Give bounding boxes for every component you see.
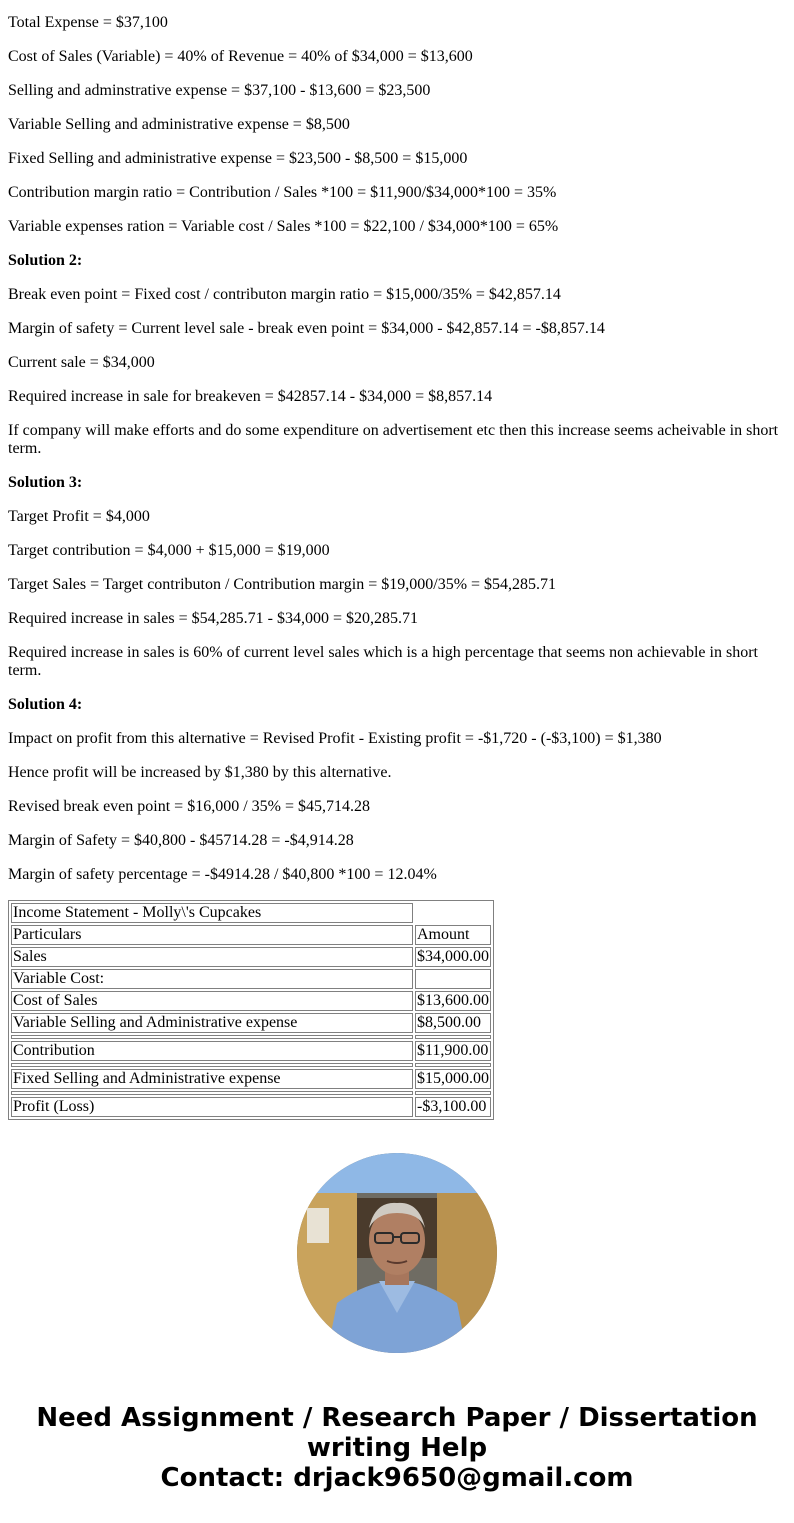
paragraph: Required increase in sales is 60% of current level sales which is a high percentage that seems non achievable in short term. [8,644,758,679]
section-heading: Solution 3: [8,474,83,491]
row-label: Sales [11,947,413,967]
separator-cell [415,1091,491,1095]
separator-cell [11,1035,413,1039]
paragraph: Impact on profit from this alternative = Revised Profit - Existing profit = -$1,720 - (-$3,100) = $1,380 [8,730,662,747]
row-label: Contribution [11,1041,413,1061]
table-title-row [11,903,491,923]
paragraph: Total Expense = $37,100 [8,14,168,31]
row-amount: -$3,100.00 [415,1097,491,1117]
paragraph: Cost of Sales (Variable) = 40% of Revenue = 40% of $34,000 = $13,600 [8,48,473,65]
section-heading: Solution 2: [8,252,83,269]
table-separator-row [11,1063,491,1067]
row-label: Variable Selling and Administrative expense [11,1013,413,1033]
table-title-spacer [415,903,491,923]
table-title: Income Statement - Molly\'s Cupcakes [11,903,413,923]
paragraph: Hence profit will be increased by $1,380 by this alternative. [8,764,392,781]
author-photo [297,1153,497,1353]
row-label: Particulars [11,925,413,945]
footer-line-2: writing Help [306,1433,488,1463]
table-row [11,991,491,1011]
paragraph: Required increase in sales = $54,285.71 - $34,000 = $20,285.71 [8,610,418,627]
footer-line-1: Need Assignment / Research Paper / Dissertation [36,1403,758,1433]
row-label: Profit (Loss) [11,1097,413,1117]
row-amount [415,969,491,989]
separator-cell [11,1091,413,1095]
paragraph: Target contribution = $4,000 + $15,000 = $19,000 [8,542,330,559]
row-label: Cost of Sales [11,991,413,1011]
row-amount: $8,500.00 [415,1013,491,1033]
solution-text [8,14,786,884]
paragraph: Margin of safety = Current level sale - break even point = $34,000 - $42,857.14 = -$8,857.14 [8,320,605,337]
income-statement-table [8,900,494,1120]
separator-cell [415,1063,491,1067]
paragraph: Revised break even point = $16,000 / 35% = $45,714.28 [8,798,370,815]
table-row [11,1097,491,1117]
author-avatar [297,1153,497,1353]
paragraph: Current sale = $34,000 [8,354,155,371]
paragraph: Break even point = Fixed cost / contributon margin ratio = $15,000/35% = $42,857.14 [8,286,561,303]
table-row [11,969,491,989]
table-row [11,1041,491,1061]
paragraph: If company will make efforts and do some expenditure on advertisement etc then this increase seems acheivable in short term. [8,422,779,457]
paragraph: Margin of Safety = $40,800 - $45714.28 = -$4,914.28 [8,832,354,849]
row-amount: $34,000.00 [417,948,489,965]
section-heading: Solution 4: [8,696,83,713]
footer-contact: Contact: drjack9650@gmail.com [160,1463,634,1493]
row-label: Fixed Selling and Administrative expense [11,1069,413,1089]
row-label: Variable Cost: [11,969,413,989]
paragraph: Selling and adminstrative expense = $37,100 - $13,600 = $23,500 [8,82,431,99]
paragraph: Contribution margin ratio = Contribution / Sales *100 = $11,900/$34,000*100 = 35% [8,184,557,201]
document-body [8,14,786,1120]
table-row [11,1013,491,1033]
row-amount: $15,000.00 [417,1070,489,1087]
paragraph: Target Profit = $4,000 [8,508,150,525]
row-amount: $11,900.00 [415,1041,491,1061]
paragraph: Variable expenses ration = Variable cost / Sales *100 = $22,100 / $34,000*100 = 65% [8,218,559,235]
separator-cell [415,1035,491,1039]
paragraph: Fixed Selling and administrative expense = $23,500 - $8,500 = $15,000 [8,150,468,167]
paragraph: Target Sales = Target contributon / Contribution margin = $19,000/35% = $54,285.71 [8,576,557,593]
paragraph: Required increase in sale for breakeven = $42857.14 - $34,000 = $8,857.14 [8,388,493,405]
row-amount: Amount [415,925,491,945]
paragraph: Margin of safety percentage = -$4914.28 / $40,800 *100 = 12.04% [8,866,437,883]
promo-footer [0,1403,794,1493]
table-row [11,925,491,945]
paragraph: Variable Selling and administrative expense = $8,500 [8,116,350,133]
table-row [11,947,491,967]
table-row [11,1069,491,1089]
separator-cell [11,1063,413,1067]
table-separator-row [11,1091,491,1095]
table-separator-row [11,1035,491,1039]
row-amount: $13,600.00 [417,992,489,1009]
